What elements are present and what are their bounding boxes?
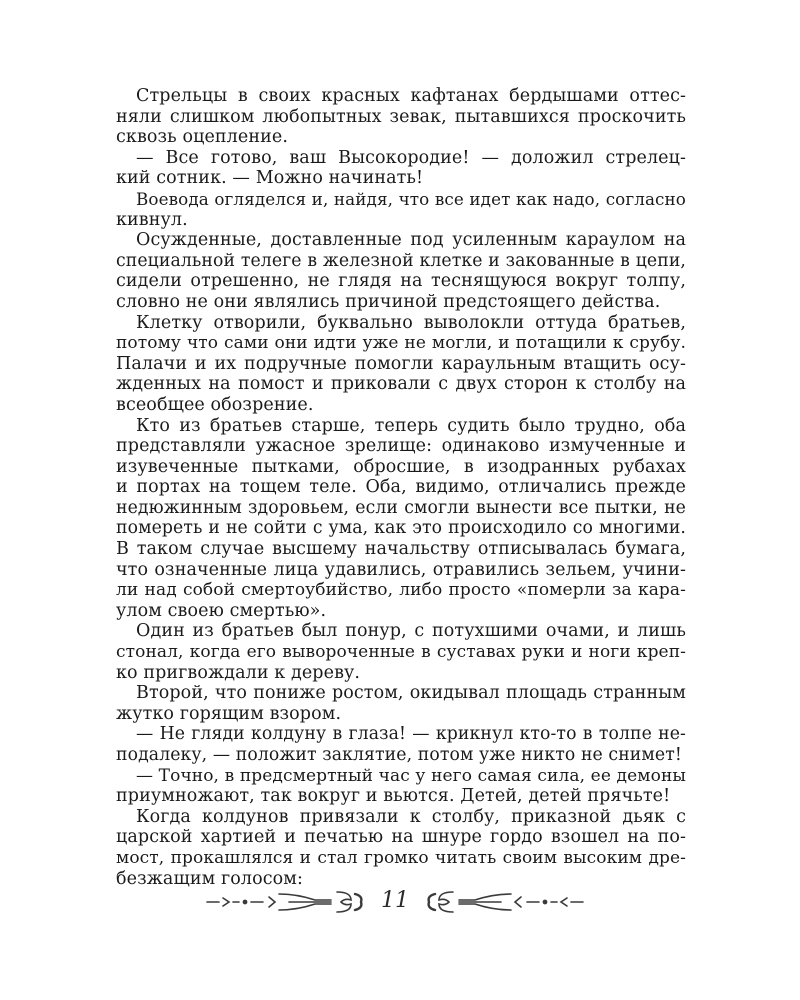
text-line: жутко горящим взором.: [116, 703, 342, 724]
text-line: жденных на помост и приковали с двух сторон к столбу на: [116, 374, 686, 395]
text-line: няли слишком любопытных зевак, пытавшихся проскочить: [116, 106, 686, 127]
text-line: всеобщее обозрение.: [116, 394, 314, 415]
text-line: — Все готово, ваш Высокородие! — доложил стрелец-: [136, 147, 686, 168]
text-line: безжащим голосом:: [116, 868, 303, 889]
text-line: потому что сами они идти уже не могли, и потащили к срубу.: [116, 333, 686, 354]
text-line: сидели отрешенно, не глядя на теснящуюся вокруг толпу,: [116, 271, 686, 292]
text-line: словно не они являлись причиной предстоящего действа.: [116, 291, 661, 312]
text-line: — Не гляди колдуну в глаза! — крикнул кто-то в толпе не-: [136, 724, 686, 745]
text-line: сквозь оцепление.: [116, 127, 288, 148]
text-line: помереть и не сойти с ума, как это происходило со многими.: [116, 518, 686, 539]
left-ornament-icon: [205, 888, 365, 916]
text-line: приумножают, так вокруг и вьются. Детей, детей прячьте!: [116, 786, 671, 807]
text-line: царской хартией и печатью на шнуре гордо взошел на по-: [116, 827, 686, 848]
text-line: мост, прокашлялся и стал громко читать своим высоким дре-: [116, 847, 686, 868]
text-line: недюжинным здоровьем, если смогли вынести все пытки, не: [116, 497, 686, 518]
page-footer: [205, 884, 585, 920]
text-line: стонал, когда его вывороченные в суставах руки и ноги креп-: [116, 642, 686, 663]
text-line: специальной телеге в железной клетке и закованные в цепи,: [116, 250, 686, 271]
text-line: что означенные лица удавились, отравились зельем, учини-: [116, 559, 686, 580]
text-line: В таком случае высшему начальству отписывалась бумага,: [116, 539, 686, 560]
right-ornament-icon: [425, 888, 585, 916]
text-line: Стрельцы в своих красных кафтанах бердышами оттес-: [136, 86, 686, 106]
text-line: кивнул.: [116, 209, 188, 230]
text-line: Клетку отворили, буквально выволокли оттуда братьев,: [136, 312, 686, 333]
text-line: Осужденные, доставленные под усиленным караулом на: [136, 230, 686, 251]
text-line: представляли ужасное зрелище: одинаково измученные и: [116, 436, 686, 457]
text-line: подалеку, — положит заклятие, потом уже никто не снимет!: [116, 745, 682, 765]
text-line: — Точно, в предсмертный час у него самая сила, ее демоны: [136, 765, 686, 786]
text-line: и портах на тощем теле. Оба, видимо, отличались прежде: [116, 477, 686, 498]
text-line: изувеченные пытками, обросшие, в изодранных рубахах: [116, 456, 686, 477]
page-number: 11: [381, 888, 409, 913]
text-line: кий сотник. — Можно начинать!: [116, 168, 424, 189]
text-line: Палачи и их подручные помогли караульным втащить осу-: [116, 353, 686, 374]
body-text: [116, 86, 686, 889]
text-line: Воевода огляделся и, найдя, что все идет как надо, согласно: [136, 188, 686, 209]
text-line: Кто из братьев старше, теперь судить было трудно, оба: [136, 415, 686, 436]
text-line: улом своею смертью».: [116, 600, 327, 621]
text-line: ко пригвождали к дереву.: [116, 662, 361, 683]
text-line: Когда колдунов привязали к столбу, приказной дьяк с: [136, 806, 686, 827]
text-line: Один из братьев был понур, с потухшими очами, и лишь: [136, 621, 686, 642]
text-line: ли над собой смертоубийство, либо просто «померли за кара-: [116, 580, 686, 601]
text-line: Второй, что пониже ростом, окидывал площадь странным: [136, 683, 686, 704]
